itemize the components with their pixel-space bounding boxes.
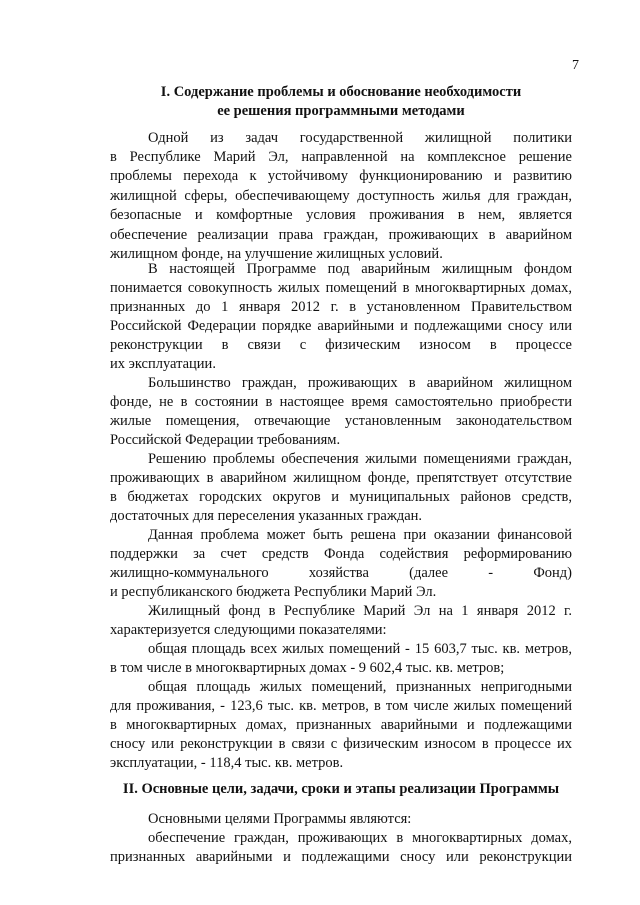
text-line: Данная проблема может быть решена при оказании финансовой — [148, 527, 572, 543]
text-line: обеспечение граждан, проживающих в многоквартирных домах, — [148, 830, 572, 846]
text-line: достаточных для переселения указанных граждан. — [110, 508, 423, 524]
text-line: в бюджетах городских округов и муниципальных районов средств, — [110, 489, 572, 505]
section-1-heading — [110, 83, 572, 121]
text-line: признанных аварийными и подлежащими сносу или реконструкции — [110, 849, 572, 865]
text-line: их эксплуатации. — [110, 356, 216, 372]
text-line: и республиканского бюджета Республики Марий Эл. — [110, 584, 437, 600]
text-line: общая площадь жилых помещений, признанных непригодными — [148, 679, 572, 695]
text-line: безопасные и комфортные условия проживания в нем, является — [110, 207, 572, 223]
text-line: Жилищный фонд в Республике Марий Эл на 1 января 2012 г. — [148, 603, 572, 619]
section-1-heading-line-1: I. Содержание проблемы и обоснование необходимости — [160, 84, 522, 100]
text-line: для проживания, - 123,6 тыс. кв. метров, в том числе жилых помещений — [110, 698, 572, 714]
text-line: признанных до 1 января 2012 г. в установленном Правительством — [110, 299, 572, 315]
text-line: В настоящей Программе под аварийным жилищным фондом — [148, 261, 572, 277]
text-line: Большинство граждан, проживающих в аварийном жилищном — [148, 375, 572, 391]
page-number: 7 — [572, 58, 579, 73]
text-line: жилищном фонде, на улучшение жилищных условий. — [110, 246, 443, 262]
text-line: общая площадь всех жилых помещений - 15 603,7 тыс. кв. метров, — [148, 641, 572, 657]
text-line: фонде, не в состоянии в настоящее время самостоятельно приобрести — [110, 394, 572, 410]
text-line: сносу или реконструкции в связи с физическим износом в процессе их — [110, 736, 572, 752]
text-line: понимается совокупность жилых помещений в многоквартирных домах, — [110, 280, 572, 296]
text-line: жилищно-коммунального хозяйства (далее - Фонд) — [110, 565, 572, 581]
text-line: в том числе в многоквартирных домах - 9 602,4 тыс. кв. метров; — [110, 660, 505, 676]
text-line: Одной из задач государственной жилищной политики — [148, 130, 572, 146]
text-line: эксплуатации, - 118,4 тыс. кв. метров. — [110, 755, 344, 771]
text-line: поддержки за счет средств Фонда содействия реформированию — [110, 546, 572, 562]
section-2-heading: II. Основные цели, задачи, сроки и этапы реализации Программы — [122, 781, 560, 797]
text-line: проблемы перехода к устойчивому функционированию и развитию — [110, 168, 572, 184]
text-line: реконструкции в связи с физическим износом в процессе — [110, 337, 572, 353]
text-line: Основными целями Программы являются: — [148, 811, 412, 827]
text-line: обеспечение реализации права граждан, проживающих в аварийном — [110, 227, 572, 243]
text-line: жилищной сферы, обеспечивающему доступность жилья для граждан, — [110, 188, 572, 204]
text-line: проживающих в аварийном жилищном фонде, препятствует отсутствие — [110, 470, 572, 486]
text-line: в Республике Марий Эл, направленной на комплексное решение — [110, 149, 572, 165]
text-line: жилые помещения, отвечающие установленным законодательством — [110, 413, 572, 429]
text-line: Российской Федерации требованиям. — [110, 432, 341, 448]
text-line: Российской Федерации порядке аварийными и подлежащими сносу или — [110, 318, 572, 334]
text-line: характеризуется следующими показателями: — [110, 622, 387, 638]
text-line: Решению проблемы обеспечения жилыми помещениями граждан, — [148, 451, 572, 467]
section-1-heading-line-2: ее решения программными методами — [217, 103, 465, 119]
text-line: в многоквартирных домах, признанных аварийными и подлежащими — [110, 717, 572, 733]
